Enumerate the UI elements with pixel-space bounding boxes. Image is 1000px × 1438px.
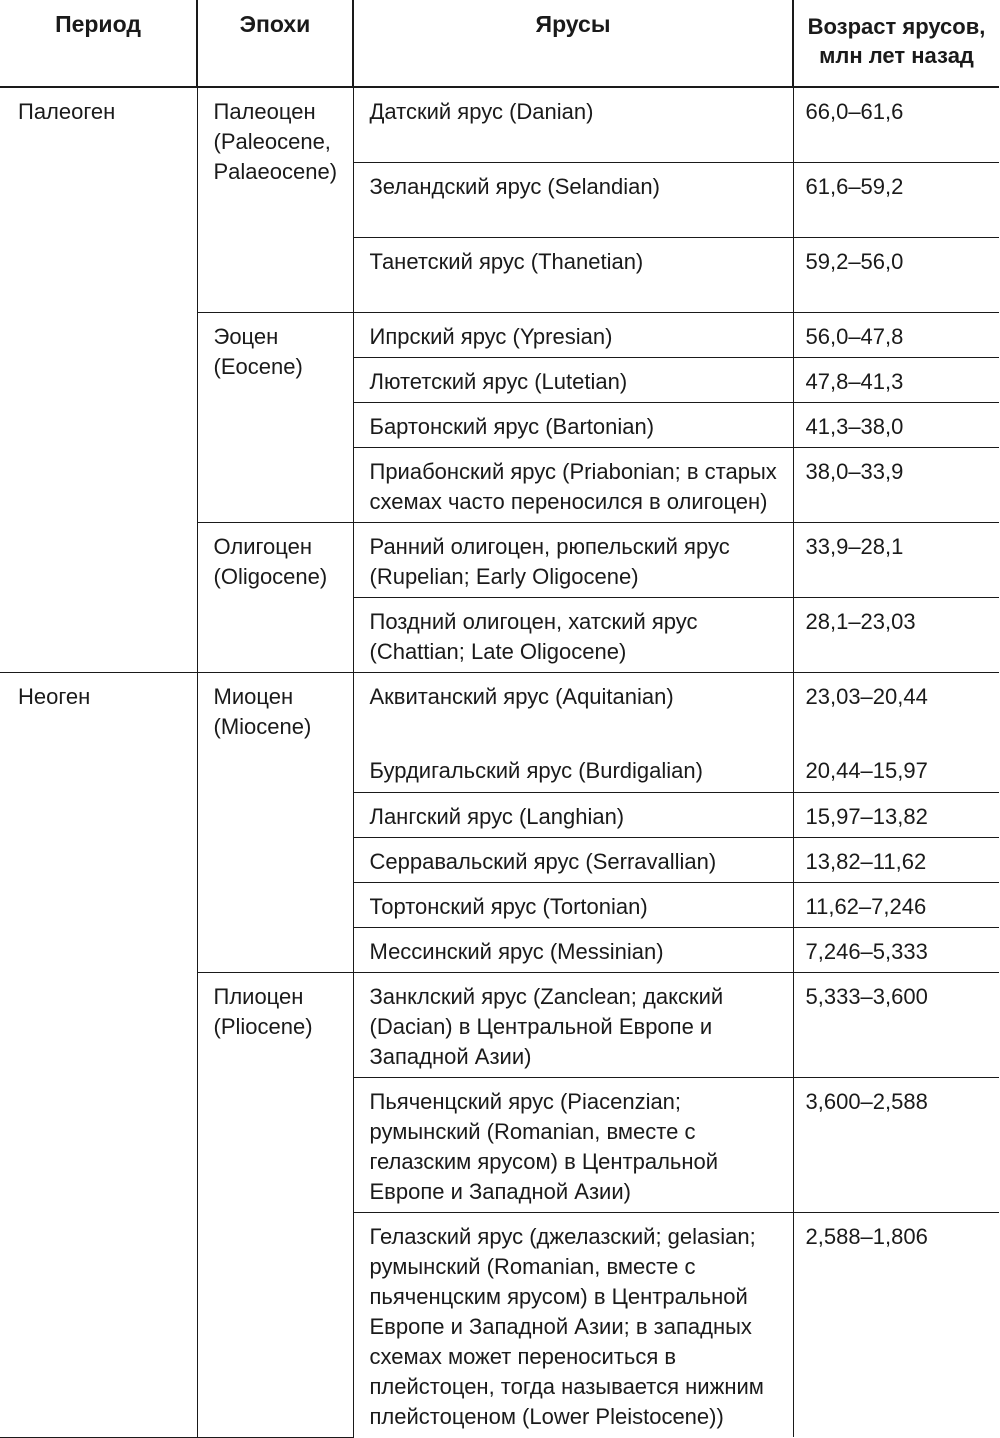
header-period: Период — [0, 0, 197, 87]
age-cell: 5,333–3,600 — [793, 972, 999, 1077]
stage-cell: Гелазский ярус (джелазский; gelasian; румынский (Romanian, вместе с пьяченцским ярусом) в Центральной Европе и Западной Азии; в западных схемах может переноситься в плейстоцен, тогда называется нижним плейстоценом (Lower Pleistocene)) — [353, 1212, 793, 1437]
age-cell: 47,8–41,3 — [793, 357, 999, 402]
age-cell: 28,1–23,03 — [793, 597, 999, 672]
age-cell: 2,588–1,806 — [793, 1212, 999, 1437]
age-cell: 33,9–28,1 — [793, 522, 999, 597]
epoch-cell: Эоцен (Eocene) — [197, 312, 353, 522]
stage-cell: Лангский ярус (Langhian) — [353, 792, 793, 837]
stage-cell: Поздний олигоцен, хатский ярус (Chattian; Late Oligocene) — [353, 597, 793, 672]
table-row — [0, 672, 999, 747]
stage-cell: Приабонский ярус (Priabonian; в старых схемах часто переносился в олигоцен) — [353, 447, 793, 522]
table-row — [0, 87, 999, 162]
epoch-cell: Олигоцен (Oligocene) — [197, 522, 353, 672]
period-cell: Неоген — [0, 672, 197, 1437]
stage-cell: Датский ярус (Danian) — [353, 87, 793, 162]
stage-cell: Бурдигальский ярус (Burdigalian) — [353, 747, 793, 792]
stage-cell: Тортонский ярус (Tortonian) — [353, 882, 793, 927]
age-cell: 41,3–38,0 — [793, 402, 999, 447]
epoch-cell: Плиоцен (Pliocene) — [197, 972, 353, 1437]
age-cell: 23,03–20,44 — [793, 672, 999, 747]
epoch-cell: Палеоцен (Paleocene, Palaeocene) — [197, 87, 353, 312]
age-cell: 38,0–33,9 — [793, 447, 999, 522]
age-cell: 61,6–59,2 — [793, 162, 999, 237]
age-cell: 20,44–15,97 — [793, 747, 999, 792]
stage-cell: Зеландский ярус (Selandian) — [353, 162, 793, 237]
header-row — [0, 0, 999, 87]
stage-cell: Серравальский ярус (Serravallian) — [353, 837, 793, 882]
age-cell: 11,62–7,246 — [793, 882, 999, 927]
header-stages: Ярусы — [353, 0, 793, 87]
header-epochs: Эпохи — [197, 0, 353, 87]
age-cell: 3,600–2,588 — [793, 1077, 999, 1212]
age-cell: 7,246–5,333 — [793, 927, 999, 972]
age-cell: 56,0–47,8 — [793, 312, 999, 357]
stage-cell: Занклский ярус (Zanclean; дакский (Dacian) в Центральной Европе и Западной Азии) — [353, 972, 793, 1077]
stage-cell: Мессинский ярус (Messinian) — [353, 927, 793, 972]
stage-cell: Пьяченцский ярус (Piacenzian; румынский (Romanian, вместе с гелазским ярусом) в Центральной Европе и Западной Азии) — [353, 1077, 793, 1212]
epoch-cell: Миоцен (Miocene) — [197, 672, 353, 972]
stage-cell: Ипрский ярус (Ypresian) — [353, 312, 793, 357]
stage-cell: Лютетский ярус (Lutetian) — [353, 357, 793, 402]
header-age: Возраст ярусов, млн лет назад — [793, 0, 999, 87]
stage-cell: Аквитанский ярус (Aquitanian) — [353, 672, 793, 747]
period-cell: Палеоген — [0, 87, 197, 672]
age-cell: 15,97–13,82 — [793, 792, 999, 837]
stage-cell: Ранний олигоцен, рюпельский ярус (Rupelian; Early Oligocene) — [353, 522, 793, 597]
age-cell: 66,0–61,6 — [793, 87, 999, 162]
stage-cell: Бартонский ярус (Bartonian) — [353, 402, 793, 447]
age-cell: 13,82–11,62 — [793, 837, 999, 882]
age-cell: 59,2–56,0 — [793, 237, 999, 312]
stage-cell: Танетский ярус (Thanetian) — [353, 237, 793, 312]
